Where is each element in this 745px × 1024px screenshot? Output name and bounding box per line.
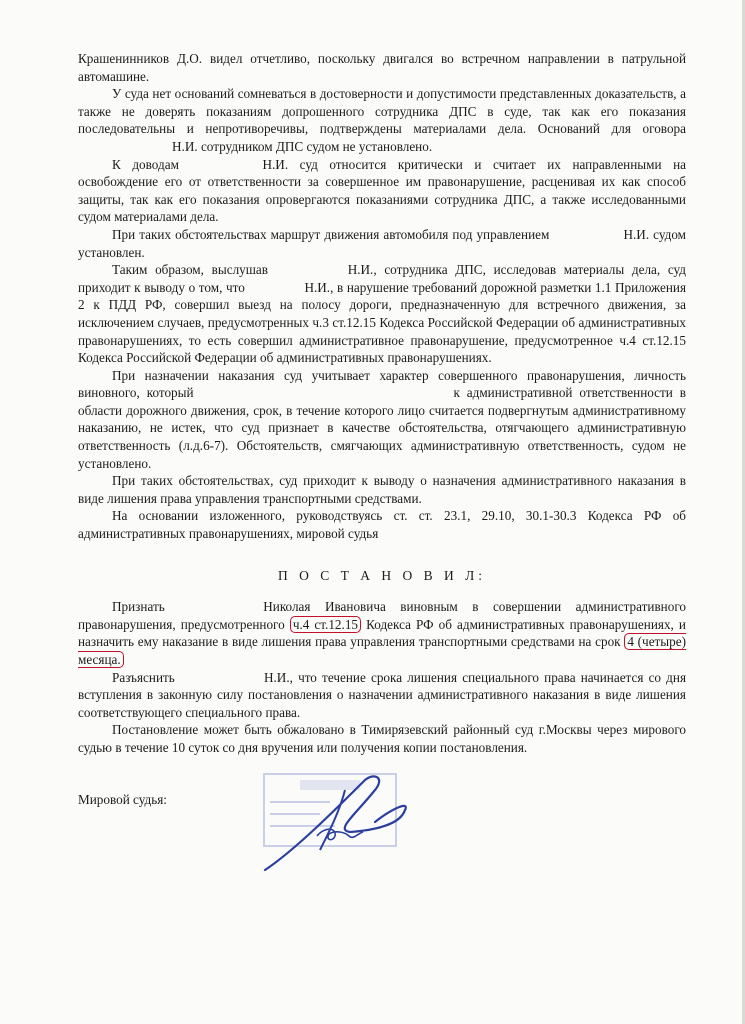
ruling-1-text-a: Признать [112, 599, 165, 615]
paragraph-3-text-a: К доводам [112, 156, 179, 172]
ruling-heading: П О С Т А Н О В И Л: [277, 567, 487, 583]
paragraph-5-text-b: Н.И., сотрудника ДПС, исследовав материалы дела, суд приходит к выводу о том, что [78, 262, 687, 295]
ruling-1-text-c: Кодекса РФ об административных правонарушениях, и назначить ему наказание в виде лишения права управления транспортными средствами на срок [78, 616, 686, 650]
paragraph-4-text-b: Н.И. судом установлен. [78, 226, 687, 260]
paragraph-5-text-c: Н.И., в нарушение требований дорожной разметки 1.1 Приложения 2 к ПДД РФ, совершил выезд на полосу дороги, предназначенную для встречного движения, за исключением случаев, предусмотренных ч.3 ст.12.15 Кодекса Российской Федерации об административных правонарушениях, то есть совершил административное правонарушение, предусмотренное ч.4 ст.12.15 Кодекса Российской Федерации об административных правонарушениях. [78, 279, 687, 366]
judge-label: Мировой судья: [78, 792, 167, 807]
paragraph-7: При таких обстоятельствах, суд приходит к выводу о назначения административного наказания в виде лишения права управления транспортными средствами. [78, 473, 686, 506]
ruling-1 [78, 598, 686, 668]
paragraph-3-text-b: Н.И. суд относится критически и считает их направленными на освобождение его от ответственности за совершенное им правонарушение, расценивая их как способ защиты, так как его показания опровергаются показаниями сотрудника ДПС, а также исследованными судом материалами дела. [78, 156, 687, 225]
ruling-2-text-a: Разъяснить [112, 669, 175, 685]
paragraph-2-text-a: У суда нет оснований сомневаться в достоверности и допустимости представленных доказательств, а также не доверять показаниям допрошенного сотрудника ДПС в суде, так как его показания последовательны и непротиворечивы, подтверждены материалами дела. Оснований для оговора [78, 86, 686, 137]
paragraph-5 [78, 261, 686, 367]
signature-mark [225, 770, 425, 880]
paragraph-2-text-b: Н.И. сотрудником ДПС судом не установлено. [172, 138, 433, 154]
ruling-1-text-b: Николая Ивановича виновным в совершении административного правонарушения, предусмотренного [78, 599, 686, 632]
paragraph-4 [78, 226, 686, 261]
paragraph-6-text-b: к административной ответственности в области дорожного движения, срок, в течение которого лицо считается подвергнутым административному наказанию, не истек, что суд признает в качестве обстоятельства, отягчающего административную ответственность (л.д.6-7). Обстоятельств, смягчающих административную ответственность, судом не установлено. [78, 385, 687, 471]
circled-article: ч.4 ст.12.15 [290, 616, 361, 633]
paragraph-1: Крашенинников Д.О. видел отчетливо, поскольку двигался во встречном направлении в патрульной автомашине. [78, 51, 686, 84]
circled-term: 4 (четыре) месяца. [78, 634, 687, 667]
paragraph-6-text-a: При назначении наказания суд учитывает характер совершенного правонарушения, личность виновного, который [78, 367, 686, 401]
paragraph-8: На основании изложенного, руководствуясь ст. ст. 23.1, 29.10, 30.1-30.3 Кодекса РФ об административных правонарушениях, мировой судья [78, 508, 686, 542]
paragraph-4-text-a: При таких обстоятельствах маршрут движения автомобиля под управлением [112, 226, 550, 242]
ruling-2-text-b: Н.И., что течение срока лишения специального права начинается со дня вступления в законную силу постановления о назначении административного наказания в виде лишения соответствующего специального права. [78, 669, 687, 720]
ruling-3: Постановление может быть обжаловано в Тимирязевский районный суд г.Москвы через мирового судью в течение 10 суток со дня вручения или получения копии постановления. [78, 722, 686, 755]
ruling-2 [78, 669, 686, 722]
document-body [78, 50, 686, 757]
paragraph-5-text-a: Таким образом, выслушав [112, 262, 268, 278]
paragraph-3 [78, 156, 686, 226]
paragraph-6 [78, 367, 686, 473]
paragraph-2 [78, 85, 686, 155]
